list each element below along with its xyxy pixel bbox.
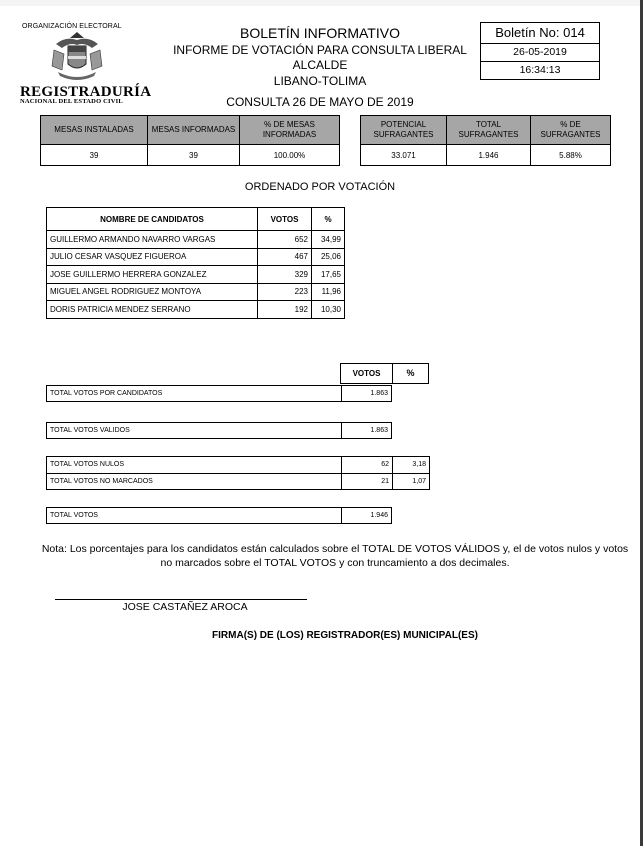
table-row — [47, 301, 345, 319]
totals-header-pct: % — [406, 368, 415, 378]
candidate-name: JULIO CESAR VASQUEZ FIGUEROA — [47, 248, 258, 266]
candidate-name: DORIS PATRICIA MENDEZ SERRANO — [47, 301, 258, 319]
value-mesas-informadas: 39 — [148, 145, 240, 166]
footnote: Nota: Los porcentajes para los candidatos están calculados sobre el TOTAL DE VOTOS VÁLIDOS y, el de votos nulos y votos no marcados sobre el TOTAL VOTOS y con truncamiento a dos decimales. — [41, 543, 629, 569]
location-label: LIBANO-TOLIMA — [273, 74, 367, 88]
coat-of-arms-logo — [46, 30, 108, 84]
header-total-sufragantes: TOTAL SUFRAGANTES — [447, 116, 531, 145]
header-pct-mesas: % DE MESAS INFORMADAS — [240, 116, 340, 145]
total-votos-row — [46, 507, 392, 524]
bulletin-title: BOLETÍN INFORMATIVO — [240, 25, 400, 41]
total-por-candidatos-label: TOTAL VOTOS POR CANDIDATOS — [50, 390, 163, 397]
total-no-marcados-label: TOTAL VOTOS NO MARCADOS — [50, 478, 153, 485]
candidate-name: GUILLERMO ARMANDO NAVARRO VARGAS — [47, 231, 258, 249]
candidate-votes: 329 — [258, 266, 312, 284]
header-mesas-instaladas: MESAS INSTALADAS — [41, 116, 148, 145]
bulletin-time: 16:34:13 — [519, 64, 561, 76]
header-potencial: POTENCIAL SUFRAGANTES — [361, 116, 447, 145]
value-pct-mesas: 100.00% — [240, 145, 340, 166]
signature-caption: FIRMA(S) DE (LOS) REGISTRADOR(ES) MUNICIPAL(ES) — [212, 630, 478, 641]
bulletin-number: Boletín No: 014 — [481, 23, 599, 44]
candidate-pct: 11,96 — [312, 283, 345, 301]
total-votos-label: TOTAL VOTOS — [50, 512, 98, 519]
total-no-marcados-votes: 21 — [381, 478, 389, 485]
total-votos-votes: 1.946 — [341, 508, 391, 523]
signatory-name: JOSE CASTAÑEZ AROCA — [122, 601, 248, 613]
registry-name: REGISTRADURÍA — [20, 84, 152, 100]
header-pct: % — [312, 208, 345, 231]
header-mesas-informadas: MESAS INFORMADAS — [148, 116, 240, 145]
table-row — [47, 283, 345, 301]
candidate-votes: 652 — [258, 231, 312, 249]
report-subtitle: INFORME DE VOTACIÓN PARA CONSULTA LIBERAL — [173, 43, 467, 57]
header-candidate-name: NOMBRE DE CANDIDATOS — [47, 208, 258, 231]
candidate-pct: 34,99 — [312, 231, 345, 249]
candidates-table — [46, 207, 345, 319]
candidate-pct: 17,65 — [312, 266, 345, 284]
value-total-sufragantes: 1.946 — [447, 145, 531, 166]
total-validos-label: TOTAL VOTOS VALIDOS — [50, 427, 130, 434]
candidate-name: JOSE GUILLERMO HERRERA GONZALEZ — [47, 266, 258, 284]
polling-stations-table — [40, 115, 340, 166]
candidate-pct: 10,30 — [312, 301, 345, 319]
candidate-votes: 223 — [258, 283, 312, 301]
consultation-label: CONSULTA 26 DE MAYO DE 2019 — [226, 95, 414, 109]
total-no-marcados-pct: 1,07 — [412, 478, 426, 485]
page-top-edge — [0, 0, 643, 6]
table-row — [47, 266, 345, 284]
signature-line — [55, 599, 307, 600]
org-label: ORGANIZACIÓN ELECTORAL — [22, 23, 122, 30]
candidate-votes: 467 — [258, 248, 312, 266]
office-label: ALCALDE — [292, 58, 348, 72]
header-votes: VOTOS — [258, 208, 312, 231]
ordered-label: ORDENADO POR VOTACIÓN — [244, 181, 396, 193]
candidate-pct: 25,06 — [312, 248, 345, 266]
candidate-votes: 192 — [258, 301, 312, 319]
table-row — [47, 248, 345, 266]
voters-table — [360, 115, 611, 166]
total-por-candidatos-votes: 1.863 — [341, 386, 391, 401]
candidate-name: MIGUEL ANGEL RODRIGUEZ MONTOYA — [47, 283, 258, 301]
bulletin-date: 26-05-2019 — [481, 44, 599, 62]
value-mesas-instaladas: 39 — [41, 145, 148, 166]
registry-subtitle: NACIONAL DEL ESTADO CIVIL — [20, 98, 123, 105]
total-nulos-votes: 62 — [381, 461, 389, 468]
total-nulos-label: TOTAL VOTOS NULOS — [50, 461, 125, 468]
total-validos-row — [46, 422, 392, 439]
total-nulos-pct: 3,18 — [412, 461, 426, 468]
total-por-candidatos-row — [46, 385, 392, 402]
totals-header — [340, 363, 429, 384]
totals-header-votes: VOTOS — [341, 364, 393, 383]
nulos-no-marcados-block — [46, 456, 430, 490]
total-validos-votes: 1.863 — [341, 423, 391, 438]
value-potencial: 33.071 — [361, 145, 447, 166]
table-row — [47, 231, 345, 249]
header-pct-sufragantes: % DE SUFRAGANTES — [531, 116, 611, 145]
bulletin-info-box — [480, 22, 600, 80]
value-pct-sufragantes: 5.88% — [531, 145, 611, 166]
